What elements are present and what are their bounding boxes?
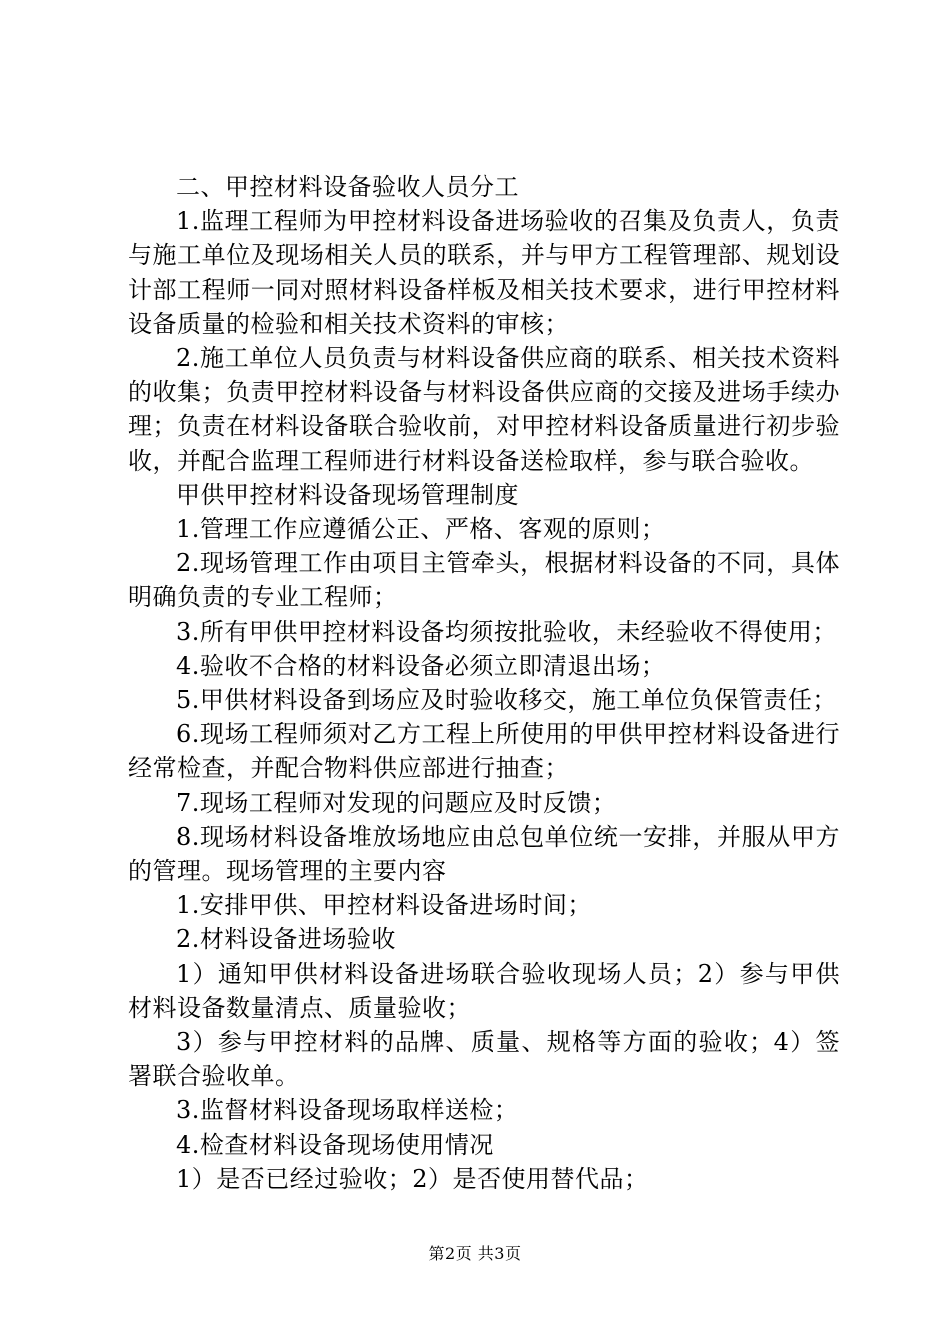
paragraph: 6.现场工程师须对乙方工程上所使用的甲供甲控材料设备进行经常检查，并配合物料供应部进行抽查； [128,720,840,783]
page-number-footer: 第2页 共3页 [428,1244,522,1263]
paragraph: 8.现场材料设备堆放场地应由总包单位统一安排，并服从甲方的管理。现场管理的主要内容 [128,822,840,886]
paragraph: 7.现场工程师对发现的问题应及时反馈； [176,788,617,817]
paragraph: 3.所有甲供甲控材料设备均须按批验收，未经验收不得使用； [176,617,837,646]
paragraph: 4.检查材料设备现场使用情况 [176,1130,494,1159]
paragraph: 2.材料设备进场验收 [176,925,396,954]
paragraph: 2.现场管理工作由项目主管牵头，根据材料设备的不同，具体明确负责的专业工程师； [128,549,840,612]
paragraph: 1.监理工程师为甲控材料设备进场验收的召集及负责人，负责与施工单位及现场相关人员的联系，并与甲方工程管理部、规划设计部工程师一同对照材料设备样板及相关技术要求，进行甲控材料设备质量的检验和相关技术资料的审核； [128,207,840,338]
document-body [128,170,840,1196]
paragraph: 4.验收不合格的材料设备必须立即清退出场； [176,651,666,680]
paragraph: 1.安排甲供、甲控材料设备进场时间； [176,891,592,920]
section-heading: 二、甲控材料设备验收人员分工 [176,173,519,201]
paragraph: 5.甲供材料设备到场应及时验收移交，施工单位负保管责任； [176,686,837,715]
paragraph: 1）是否已经过验收；2）是否使用替代品； [176,1164,649,1193]
section-heading: 甲供甲控材料设备现场管理制度 [176,480,519,509]
paragraph: 1）通知甲供材料设备进场联合验收现场人员；2）参与甲供材料设备数量清点、质量验收； [128,959,840,1022]
paragraph: 2.施工单位人员负责与材料设备供应商的联系、相关技术资料的收集；负责甲控材料设备与材料设备供应商的交接及进场手续办理；负责在材料设备联合验收前，对甲控材料设备质量进行初步验收，并配合监理工程师进行材料设备送检取样，参与联合验收。 [128,344,840,475]
paragraph: 3.监督材料设备现场取样送检； [176,1096,519,1125]
paragraph: 1.管理工作应遵循公正、严格、客观的原则； [176,515,666,544]
paragraph: 3）参与甲控材料的品牌、质量、规格等方面的验收；4）签署联合验收单。 [128,1028,840,1091]
